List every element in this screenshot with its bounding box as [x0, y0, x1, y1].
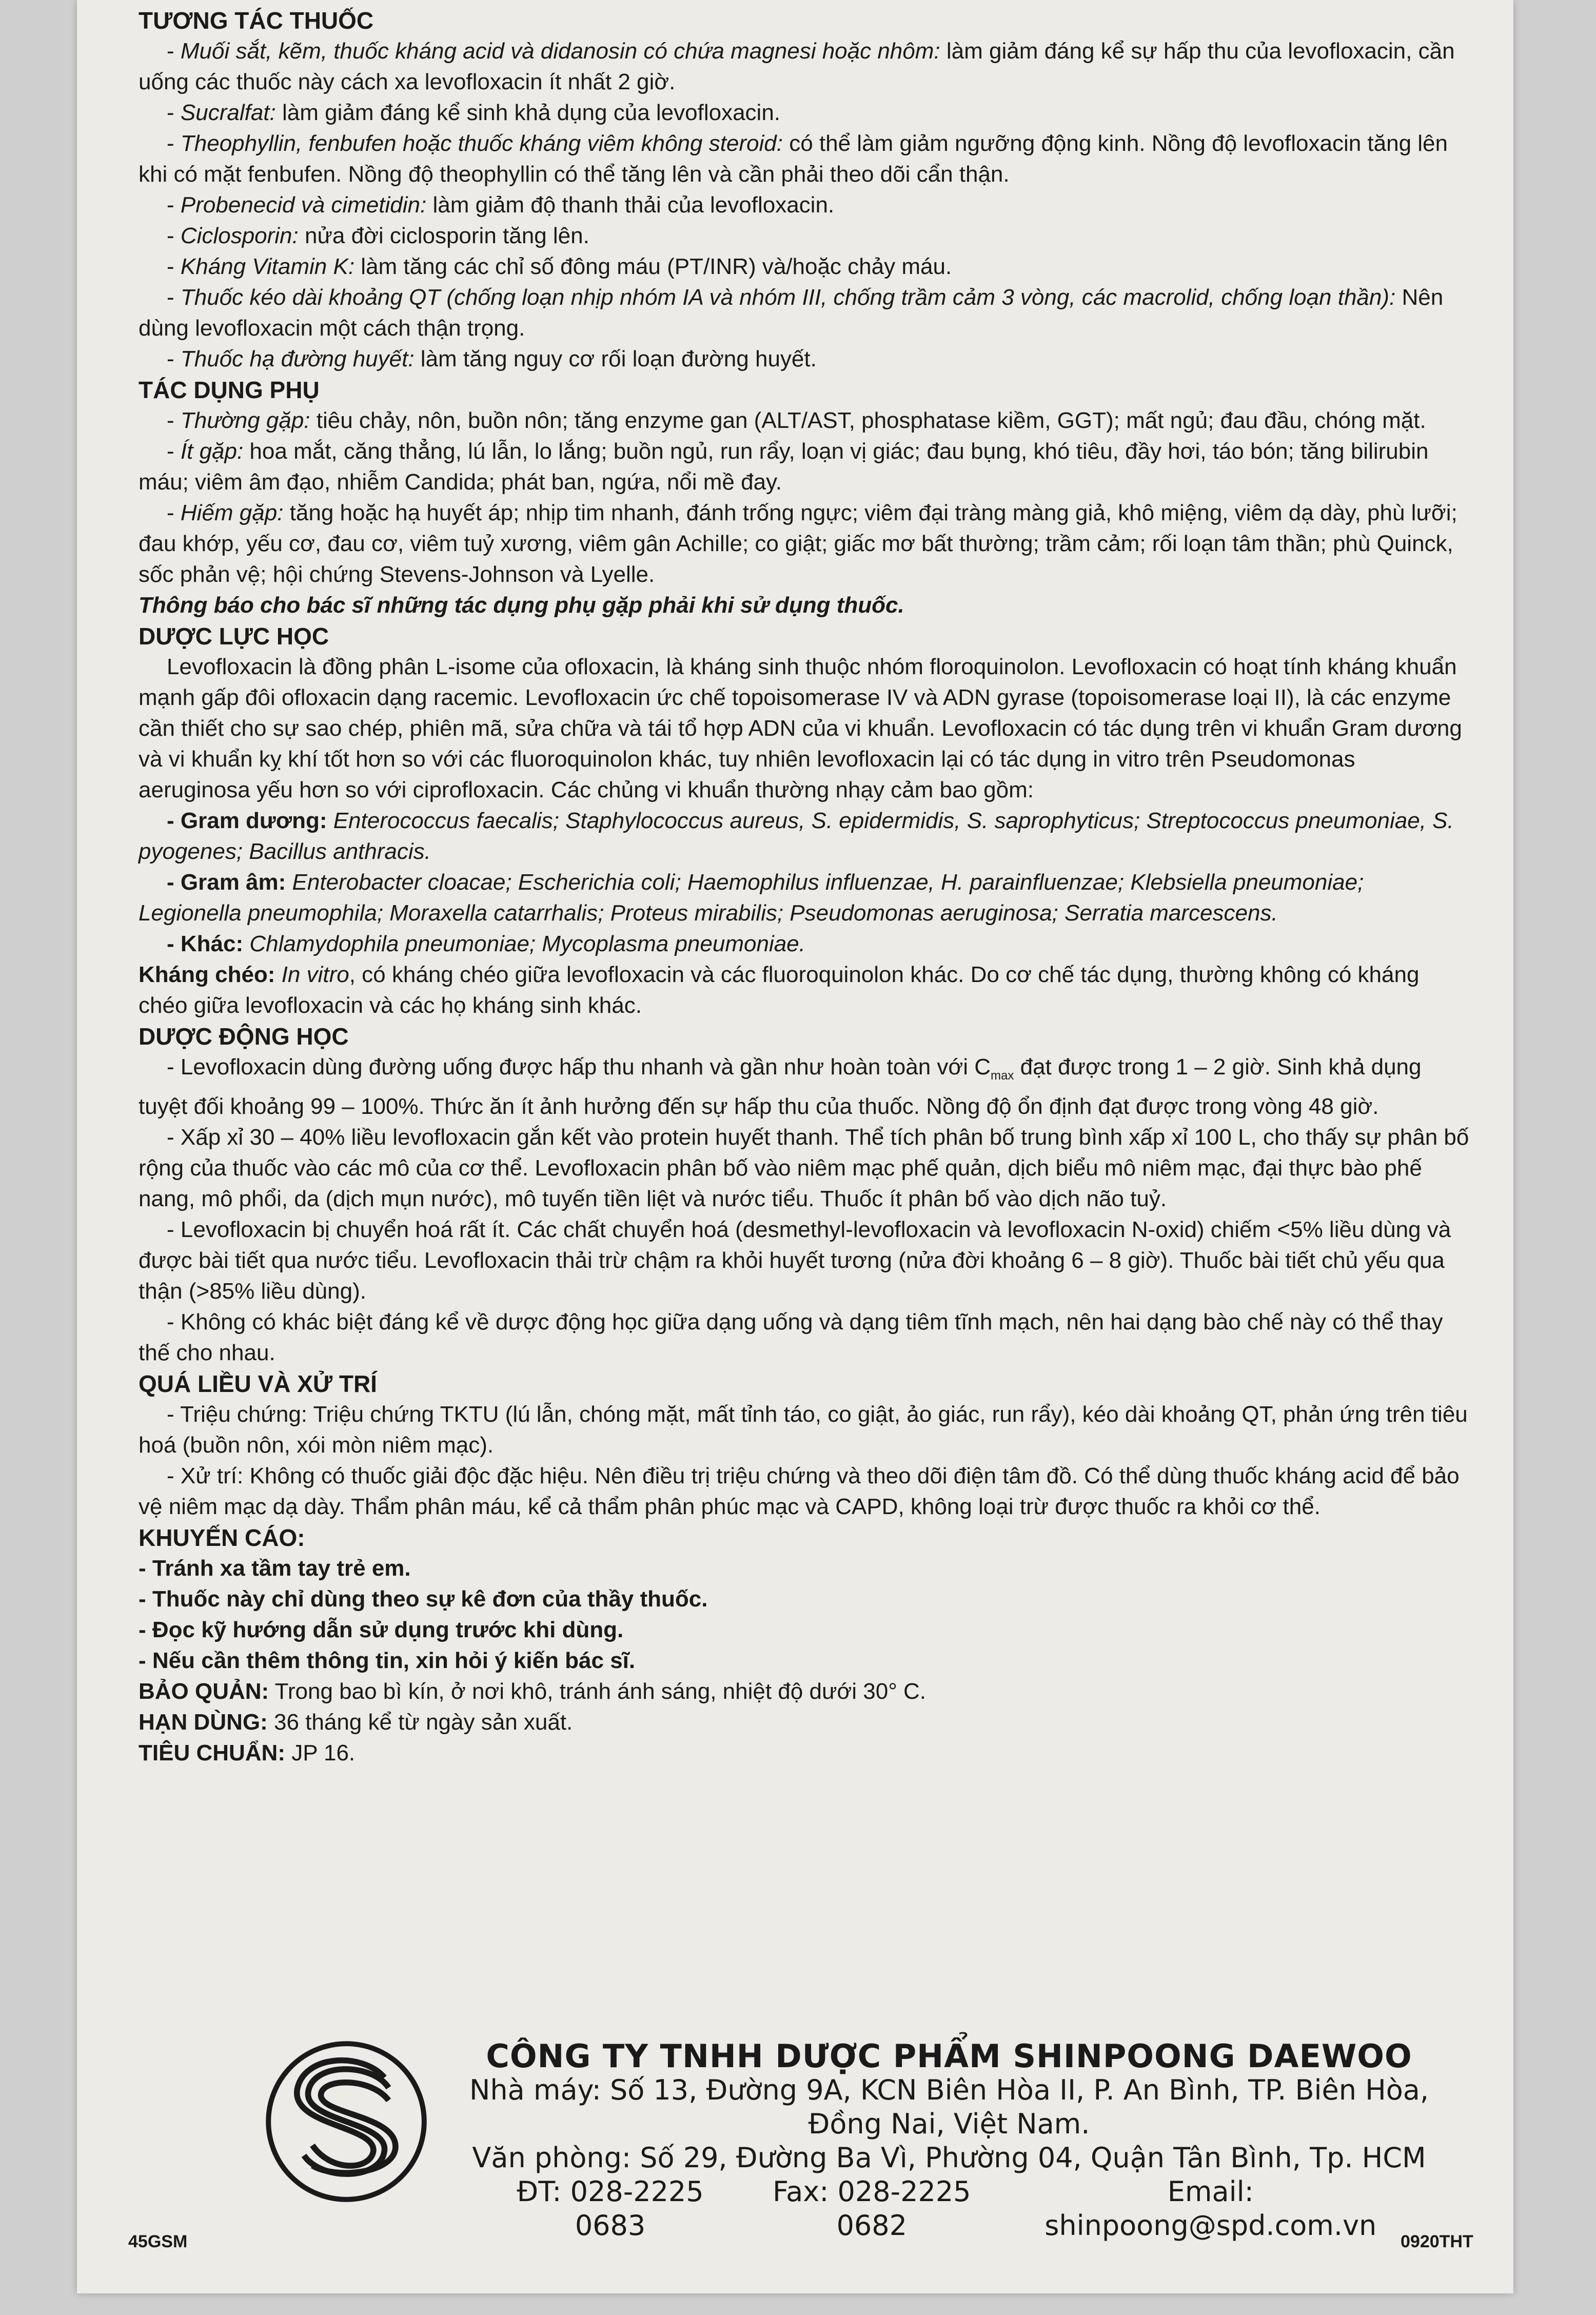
interaction-item: - Sucralfat: làm giảm đáng kể sinh khả dụng của levofloxacin. [167, 100, 781, 125]
gram-positive-list: - Gram dương: Enterococcus faecalis; Staphylococcus aureus, S. epidermidis, S. saprophyticus; Streptococcus pneumoniae, S. pyogenes; Bacillus anthracis. [139, 808, 1454, 864]
side-effects-note: Thông báo cho bác sĩ những tác dụng phụ gặp phải khi sử dụng thuốc. [139, 593, 904, 618]
side-effects-heading: TÁC DỤNG PHỤ [139, 377, 320, 403]
expiry-line: HẠN DÙNG: 36 tháng kể từ ngày sản xuất. [139, 1709, 573, 1735]
company-logo-icon [262, 2037, 431, 2206]
side-effect-item: - Thường gặp: tiêu chảy, nôn, buồn nôn; tăng enzyme gan (ALT/AST, phosphatase kiềm, GGT); mất ngủ; đau đầu, chóng mặt. [167, 408, 1426, 433]
pharmacodynamics-intro: Levofloxacin là đồng phân L-isome của ofloxacin, là kháng sinh thuộc nhóm floroquinolon. Levofloxacin có hoạt tính kháng khuẩn mạnh gấp đôi ofloxacin dạng racemic. Levofloxacin ức chế topoisomerase IV và ADN gyrase (topoisomerase loại II), là các enzyme cần thiết cho sự sao chép, phiên mã, sửa chữa và tái tổ hợp ADN của vi khuẩn. Levofloxacin có tác dụng trên vi khuẩn Gram dương và vi khuẩn kỵ khí tốt hơn so với các fluoroquinolon khác, tuy nhiên levofloxacin lại có tác dụng in vitro trên Pseudomonas aeruginosa yếu hơn so với ciprofloxacin. Các chủng vi khuẩn thường nhạy cảm bao gồm: [139, 654, 1462, 802]
pharmacokinetics-absorption: - Levofloxacin dùng đường uống được hấp thu nhanh và gần như hoàn toàn với $C_{max}$ đạt được trong 1 – 2 giờ. Sinh khả dụng tuyệt đối khoảng 99 – 100%. Thức ăn ít ảnh hưởng đến sự hấp thu của thuốc. Nồng độ ổn định đạt được trong vòng 48 giờ. [139, 1054, 1422, 1119]
recommendation-item: - Nếu cần thêm thông tin, xin hỏi ý kiến bác sĩ. [139, 1647, 636, 1673]
company-factory-address-2: Đồng Nai, Việt Nam. [808, 2108, 1090, 2140]
company-phone: ĐT: 028-2225 0683 [517, 2175, 704, 2242]
gram-negative-list: - Gram âm: Enterobacter cloacae; Escherichia coli; Haemophilus influenzae, H. parainfluenzae; Klebsiella pneumoniae; Legionella pneumophila; Moraxella catarrhalis; Proteus mirabilis; Pseudomonas aeruginosa; Serratia marcescens. [139, 870, 1364, 926]
cross-resistance: Kháng chéo: In vitro, có kháng chéo giữa levofloxacin và các fluoroquinolon khác. Do cơ chế tác dụng, thường không có kháng chéo giữa levofloxacin và các họ kháng sinh khác. [139, 962, 1420, 1018]
other-bacteria-list: - Khác: Chlamydophila pneumoniae; Mycoplasma pneumoniae. [167, 931, 805, 956]
interaction-item: - Probenecid và cimetidin: làm giảm độ thanh thải của levofloxacin. [167, 192, 835, 218]
standard-line: TIÊU CHUẨN: JP 16. [139, 1740, 356, 1765]
leaflet-content [139, 5, 1472, 1769]
interaction-item: - Theophyllin, fenbufen hoặc thuốc kháng viêm không steroid: có thể làm giảm ngưỡng động kinh. Nồng độ levofloxacin tăng lên khi có mặt fenbufen. Nồng độ theophyllin có thể tăng lên và cần phải theo dõi cẩn thận. [139, 131, 1448, 187]
company-office-address: Văn phòng: Số 29, Đường Ba Vì, Phường 04, Quận Tân Bình, Tp. HCM [472, 2142, 1426, 2174]
overdose-symptoms: - Triệu chứng: Triệu chứng TKTU (lú lẫn, chóng mặt, mất tỉnh táo, co giật, ảo giác, run rẩy), kéo dài khoảng QT, phản ứng trên tiêu hoá (buồn nôn, xói mòn niêm mạc). [139, 1401, 1468, 1458]
company-name: CÔNG TY TNHH DƯỢC PHẨM SHINPOONG DAEWOO [486, 2037, 1412, 2075]
interaction-item: - Thuốc hạ đường huyết: làm tăng nguy cơ rối loạn đường huyết. [167, 346, 817, 371]
interaction-item: - Muối sắt, kẽm, thuốc kháng acid và didanosin có chứa magnesi hoặc nhôm: làm giảm đáng kể sự hấp thu của levofloxacin, cần uống các thuốc này cách xa levofloxacin ít nhất 2 giờ. [139, 38, 1455, 94]
interaction-item: - Ciclosporin: nửa đời ciclosporin tăng lên. [167, 223, 589, 248]
recommendation-item: - Thuốc này chỉ dùng theo sự kê đơn của thầy thuốc. [139, 1586, 708, 1612]
company-block [462, 2039, 1436, 2243]
company-contacts [462, 2175, 1436, 2243]
pharmacokinetics-heading: DƯỢC ĐỘNG HỌC [139, 1023, 349, 1050]
interaction-item: - Kháng Vitamin K: làm tăng các chỉ số đông máu (PT/INR) và/hoặc chảy máu. [167, 254, 952, 279]
company-fax: Fax: 028-2225 0682 [773, 2175, 971, 2242]
recommendation-item: - Đọc kỹ hướng dẫn sử dụng trước khi dùng. [139, 1617, 624, 1642]
interactions-heading: TƯƠNG TÁC THUỐC [139, 7, 374, 34]
recommendation-heading: KHUYẾN CÁO: [139, 1524, 305, 1551]
print-code-left: 45GSM [128, 2232, 188, 2251]
side-effect-item: - Hiếm gặp: tăng hoặc hạ huyết áp; nhịp tim nhanh, đánh trống ngực; viêm đại tràng màng giả, khô miệng, viêm dạ dày, phù lưỡi; đau khớp, yếu cơ, đau cơ, viêm tuỷ xương, viêm gân Achille; co giật; giấc mơ bất thường; trầm cảm; rối loạn tâm thần; phù Quinck, sốc phản vệ; hội chứng Stevens-Johnson và Lyelle. [139, 500, 1457, 587]
interaction-item: - Thuốc kéo dài khoảng QT (chống loạn nhịp nhóm IA và nhóm III, chống trầm cảm 3 vòng, các macrolid, chống loạn thần): Nên dùng levofloxacin một cách thận trọng. [139, 285, 1444, 341]
print-code-right: 0920THT [1401, 2232, 1473, 2251]
storage-line: BẢO QUẢN: Trong bao bì kín, ở nơi khô, tránh ánh sáng, nhiệt độ dưới 30° C. [139, 1678, 927, 1704]
company-factory-address: Nhà máy: Số 13, Đường 9A, KCN Biên Hòa II, P. An Bình, TP. Biên Hòa, [469, 2074, 1429, 2106]
overdose-management: - Xử trí: Không có thuốc giải độc đặc hiệu. Nên điều trị triệu chứng và theo dõi điện tâm đồ. Có thể dùng thuốc kháng acid để bảo vệ niêm mạc dạ dày. Thẩm phân máu, kể cả thẩm phân phúc mạc và CAPD, không loại trừ được thuốc ra khỏi cơ thể. [139, 1463, 1460, 1519]
pharmacodynamics-heading: DƯỢC LỰC HỌC [139, 623, 329, 650]
company-email: Email: shinpoong@spd.com.vn [1045, 2175, 1377, 2242]
leaflet-sheet [77, 0, 1513, 2293]
recommendation-item: - Tránh xa tầm tay trẻ em. [139, 1555, 411, 1581]
pharmacokinetics-routes: - Không có khác biệt đáng kể về dược động học giữa dạng uống và dạng tiêm tĩnh mạch, nên hai dạng bào chế này có thể thay thế cho nhau. [139, 1309, 1443, 1365]
pharmacokinetics-metabolism: - Levofloxacin bị chuyển hoá rất ít. Các chất chuyển hoá (desmethyl-levofloxacin và levofloxacin N-oxid) chiếm <5% liều dùng và được bài tiết qua nước tiểu. Levofloxacin thải trừ chậm ra khỏi huyết tương (nửa đời khoảng 6 – 8 giờ). Thuốc bài tiết chủ yếu qua thận (>85% liều dùng). [139, 1217, 1451, 1304]
side-effect-item: - Ít gặp: hoa mắt, căng thẳng, lú lẫn, lo lắng; buồn ngủ, run rẩy, loạn vị giác; đau bụng, khó tiêu, đầy hơi, táo bón; tăng bilirubin máu; viêm âm đạo, nhiễm Candida; phát ban, ngứa, nổi mề đay. [139, 439, 1429, 495]
pharmacokinetics-distribution: - Xấp xỉ 30 – 40% liều levofloxacin gắn kết vào protein huyết thanh. Thể tích phân bố trung bình xấp xỉ 100 L, cho thấy sự phân bố rộng của thuốc vào các mô của cơ thể. Levofloxacin phân bố vào niêm mạc phế quản, dịch biểu mô niêm mạc, đại thực bào phế nang, mô phổi, da (dịch mụn nước), mô tuyến tiền liệt và nước tiểu. Thuốc ít phân bố vào dịch não tuỷ. [139, 1124, 1469, 1211]
overdose-heading: QUÁ LIỀU VÀ XỬ TRÍ [139, 1370, 377, 1397]
